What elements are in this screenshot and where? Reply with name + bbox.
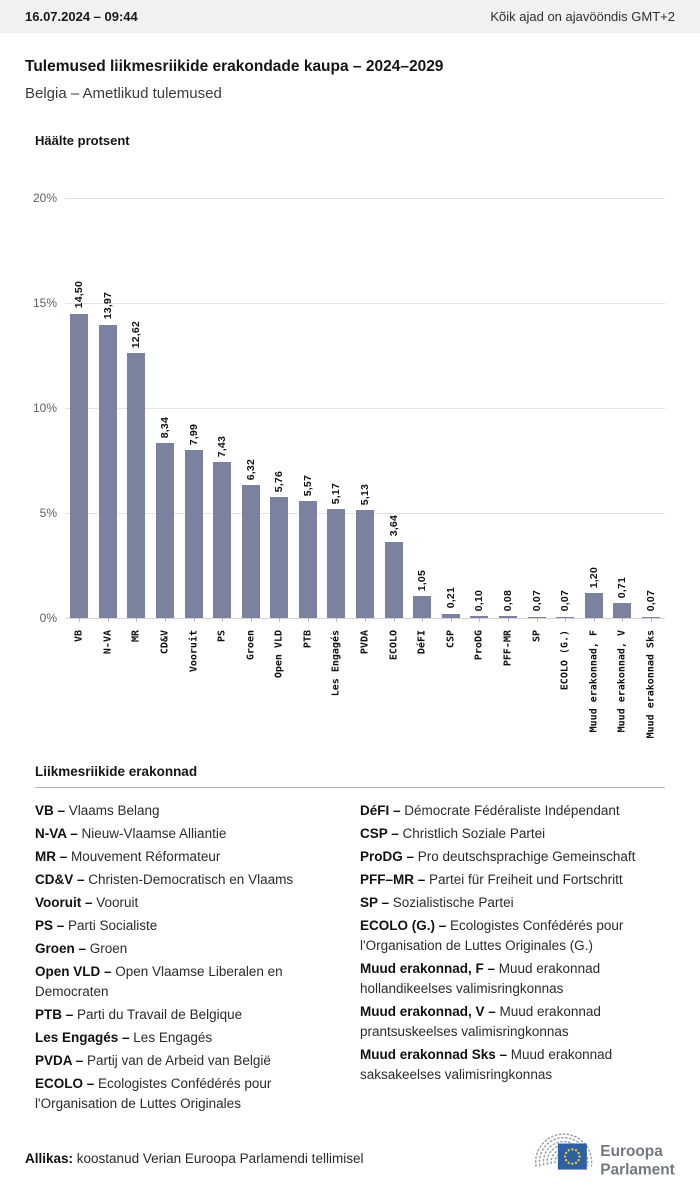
party-name: Open Vlaamse Liberalen en Democraten xyxy=(35,964,283,999)
bar-value-label: 0,21 xyxy=(444,587,457,609)
x-axis-tick xyxy=(136,618,137,622)
bar-value-label: 8,34 xyxy=(159,416,172,438)
party-name: Vooruit xyxy=(96,895,139,910)
chart-title: Häälte protsent xyxy=(35,133,130,148)
party-name: Christen-Democratisch en Vlaams xyxy=(88,872,294,887)
bar-column xyxy=(637,198,666,618)
party-abbr: PVDA – xyxy=(35,1053,88,1068)
bar xyxy=(585,593,603,618)
x-axis-category-label: PS xyxy=(216,630,228,643)
party-abbr: ECOLO – xyxy=(35,1076,99,1091)
x-axis-category-label: Groen xyxy=(245,630,257,661)
party-name: Muud erakonnad hollandikeelses valimisringkonnas xyxy=(360,961,601,996)
party-abbr: Open VLD – xyxy=(35,964,116,979)
party-name: Groen xyxy=(89,941,128,956)
bar-column xyxy=(608,198,637,618)
legend-item xyxy=(35,916,340,936)
bar-value-label: 7,99 xyxy=(187,423,200,446)
bar xyxy=(127,353,145,618)
x-axis-category-label: ECOLO (G.) xyxy=(559,630,571,691)
party-abbr: Groen – xyxy=(35,941,90,956)
x-label-column xyxy=(579,624,608,748)
party-abbr: SP – xyxy=(360,895,393,910)
party-name: Partei für Freiheit und Fortschritt xyxy=(429,872,623,887)
x-axis-tick xyxy=(479,618,480,622)
legend-item xyxy=(35,1005,340,1025)
party-abbr: MR – xyxy=(35,849,72,864)
x-axis-category-label: VB xyxy=(73,630,85,643)
x-label-column xyxy=(179,624,208,748)
x-axis-category-label: SP xyxy=(531,630,543,643)
legend-item xyxy=(35,1051,340,1071)
x-axis-tick xyxy=(222,618,223,622)
bar-column xyxy=(94,198,123,618)
y-axis-tick-label: 0% xyxy=(39,611,57,625)
bar xyxy=(70,314,88,619)
x-axis-category-label: MR xyxy=(130,630,142,643)
party-name: Ecologistes Confédérés pour l'Organisation de Luttes Originales (G.) xyxy=(360,918,624,953)
x-axis-category-label: ProDG xyxy=(473,630,485,661)
x-axis-tick xyxy=(394,618,395,622)
x-axis-tick xyxy=(165,618,166,622)
legend-item xyxy=(360,847,665,867)
source-text: koostanud Verian Euroopa Parlamendi tellimisel xyxy=(73,1150,364,1166)
x-label-column xyxy=(65,624,94,748)
bar-value-label: 1,05 xyxy=(416,569,429,591)
legend-columns xyxy=(35,801,665,1117)
legend-item xyxy=(360,959,665,999)
bar-value-label: 0,07 xyxy=(644,590,657,612)
bar-column xyxy=(437,198,466,618)
bar-value-label: 0,10 xyxy=(473,589,486,611)
x-axis-category-label: CSP xyxy=(445,630,457,649)
y-axis-tick-label: 20% xyxy=(32,191,57,205)
bar-column xyxy=(208,198,237,618)
bar-column xyxy=(322,198,351,618)
party-abbr: Muud erakonnad Sks – xyxy=(360,1047,511,1062)
legend-item xyxy=(360,916,665,956)
bar-column xyxy=(351,198,380,618)
party-name: Les Engagés xyxy=(133,1030,213,1045)
x-label-column xyxy=(608,624,637,748)
top-info-bar xyxy=(0,0,700,33)
x-axis-category-label: N-VA xyxy=(102,630,114,655)
bar-value-label: 5,57 xyxy=(301,474,314,497)
logo-text-line1: Euroopa xyxy=(600,1143,663,1161)
legend-item xyxy=(360,801,665,821)
y-axis-tick-label: 15% xyxy=(32,296,57,310)
legend-item xyxy=(35,801,340,821)
legend-item xyxy=(35,962,340,1002)
bar-column xyxy=(265,198,294,618)
bar-column xyxy=(408,198,437,618)
legend-column xyxy=(35,801,340,1117)
x-label-column xyxy=(208,624,237,748)
bar xyxy=(385,542,403,618)
x-axis-category-label: PFF-MR xyxy=(502,630,514,667)
bar xyxy=(613,603,631,618)
bar-column xyxy=(551,198,580,618)
x-axis-tick xyxy=(651,618,652,622)
party-name: Démocrate Fédéraliste Indépendant xyxy=(404,803,620,818)
x-axis-category-label: Vooruit xyxy=(188,630,200,673)
party-abbr: DéFI – xyxy=(360,803,405,818)
legend-item xyxy=(35,824,340,844)
x-axis-category-label: CD&V xyxy=(159,630,171,655)
bar-value-label: 1,20 xyxy=(587,566,600,588)
bar xyxy=(270,497,288,618)
x-axis-tick xyxy=(451,618,452,622)
eu-flag-icon xyxy=(558,1144,587,1170)
bar-column xyxy=(494,198,523,618)
party-name: Mouvement Réformateur xyxy=(71,849,221,864)
bar-column xyxy=(179,198,208,618)
bar xyxy=(99,325,117,618)
x-axis-category-label: Les Engagés xyxy=(330,630,342,697)
bar-value-label: 0,07 xyxy=(559,590,572,612)
footer xyxy=(25,1131,675,1185)
party-abbr: CD&V – xyxy=(35,872,89,887)
bar-value-label: 5,76 xyxy=(273,470,286,493)
x-label-column xyxy=(379,624,408,748)
party-abbr: Les Engagés – xyxy=(35,1030,134,1045)
bar xyxy=(213,462,231,618)
party-name: Partij van de Arbeid van België xyxy=(87,1053,271,1068)
x-axis-tick xyxy=(508,618,509,622)
party-legend-section xyxy=(35,764,665,1117)
bar-column xyxy=(236,198,265,618)
x-axis-tick xyxy=(108,618,109,622)
x-axis-tick xyxy=(279,618,280,622)
x-axis-tick xyxy=(194,618,195,622)
party-name: Christlich Soziale Partei xyxy=(402,826,546,841)
european-parliament-logo xyxy=(515,1131,675,1185)
party-name: Pro deutschsprachige Gemeinschaft xyxy=(417,849,636,864)
bar-value-label: 12,62 xyxy=(130,320,143,348)
legend-item xyxy=(35,1028,340,1048)
x-label-column xyxy=(351,624,380,748)
x-label-column xyxy=(294,624,323,748)
bar xyxy=(413,596,431,618)
bar-value-label: 7,43 xyxy=(216,435,229,457)
bar xyxy=(185,450,203,618)
bar-value-label: 0,07 xyxy=(530,590,543,612)
bar-columns xyxy=(65,198,665,618)
bar xyxy=(242,485,260,618)
x-axis-category-label: PVDA xyxy=(359,630,371,655)
x-axis-tick xyxy=(537,618,538,622)
party-abbr: ECOLO (G.) – xyxy=(360,918,451,933)
bar-column xyxy=(151,198,180,618)
page-subtitle: Belgia – Ametlikud tulemused xyxy=(25,85,222,102)
party-abbr: N-VA – xyxy=(35,826,82,841)
x-label-column xyxy=(465,624,494,748)
legend-item xyxy=(360,824,665,844)
bar-column xyxy=(465,198,494,618)
y-axis-tick-label: 10% xyxy=(32,401,57,415)
report-datetime: 16.07.2024 – 09:44 xyxy=(25,9,138,24)
x-label-column xyxy=(122,624,151,748)
x-label-column xyxy=(437,624,466,748)
legend-item xyxy=(360,893,665,913)
x-axis-tick xyxy=(422,618,423,622)
bar-value-label: 14,50 xyxy=(73,281,86,309)
x-label-column xyxy=(151,624,180,748)
bar-chart xyxy=(0,148,700,748)
bar xyxy=(299,501,317,618)
bar-value-label: 13,97 xyxy=(101,292,114,320)
bar-value-label: 5,13 xyxy=(359,484,372,506)
x-label-column xyxy=(522,624,551,748)
x-label-column xyxy=(408,624,437,748)
x-axis-tick xyxy=(622,618,623,622)
party-name: Parti Socialiste xyxy=(68,918,158,933)
bar xyxy=(356,510,374,618)
page-title: Tulemused liikmesriikide erakondade kaupa – 2024–2029 xyxy=(25,58,444,75)
party-abbr: Muud erakonnad, F – xyxy=(360,961,499,976)
party-abbr: CSP – xyxy=(360,826,403,841)
legend-item xyxy=(360,870,665,890)
party-name: Nieuw-Vlaamse Alliantie xyxy=(81,826,227,841)
bar-column xyxy=(579,198,608,618)
x-label-column xyxy=(494,624,523,748)
legend-item xyxy=(360,1045,665,1085)
party-name: Muud erakonnad prantsuskeelses valimisringkonnas xyxy=(360,1004,601,1039)
legend-item xyxy=(360,1002,665,1042)
x-label-column xyxy=(265,624,294,748)
bar-column xyxy=(294,198,323,618)
x-axis-tick xyxy=(79,618,80,622)
y-axis-tick-label: 5% xyxy=(39,506,57,520)
party-abbr: Vooruit – xyxy=(35,895,97,910)
x-axis-tick xyxy=(365,618,366,622)
legend-item xyxy=(35,1074,340,1114)
x-axis-tick xyxy=(565,618,566,622)
x-axis-category-label: ECOLO xyxy=(388,630,400,661)
legend-item xyxy=(35,939,340,959)
party-abbr: PFF–MR – xyxy=(360,872,430,887)
party-abbr: ProDG – xyxy=(360,849,418,864)
bar-column xyxy=(522,198,551,618)
plot-area xyxy=(32,191,665,625)
party-abbr: PS – xyxy=(35,918,69,933)
party-abbr: VB – xyxy=(35,803,69,818)
x-axis-tick xyxy=(308,618,309,622)
x-axis-category-label: PTB xyxy=(302,630,314,649)
x-axis-category-label: Open VLD xyxy=(273,630,285,679)
bar xyxy=(156,443,174,618)
party-name: Muud erakonnad saksakeelses valimisringkonnas xyxy=(360,1047,613,1082)
bar xyxy=(327,509,345,618)
legend-item xyxy=(35,847,340,867)
x-label-column xyxy=(322,624,351,748)
x-axis-category-label: Muud erakonnad, V xyxy=(616,630,628,733)
logo-text-line2: Parlament xyxy=(600,1161,675,1179)
party-abbr: Muud erakonnad, V – xyxy=(360,1004,500,1019)
source-label: Allikas: xyxy=(25,1150,74,1166)
party-abbr: PTB – xyxy=(35,1007,78,1022)
party-name: Ecologistes Confédérés pour l'Organisation de Luttes Originales xyxy=(35,1076,272,1111)
bar-value-label: 5,17 xyxy=(330,483,343,505)
timezone-note: Kõik ajad on ajavööndis GMT+2 xyxy=(490,9,675,24)
bar-value-label: 0,71 xyxy=(616,576,629,599)
x-axis-tick xyxy=(336,618,337,622)
legend-divider xyxy=(35,787,665,788)
x-axis-tick xyxy=(251,618,252,622)
party-name: Vlaams Belang xyxy=(68,803,160,818)
bar-value-label: 3,64 xyxy=(387,515,400,537)
bar-value-label: 6,32 xyxy=(244,459,257,481)
bar-column xyxy=(379,198,408,618)
legend-item xyxy=(35,870,340,890)
source-line xyxy=(25,1151,363,1166)
party-name: Parti du Travail de Belgique xyxy=(77,1007,243,1022)
x-label-column xyxy=(551,624,580,748)
legend-item xyxy=(35,893,340,913)
x-axis-category-label: Muud erakonnad, F xyxy=(588,630,600,733)
x-label-column xyxy=(236,624,265,748)
x-axis-labels xyxy=(65,624,665,748)
x-axis-category-label: DéFI xyxy=(416,630,428,655)
legend-column xyxy=(360,801,665,1117)
party-name: Sozialistische Partei xyxy=(392,895,514,910)
x-axis-tick xyxy=(594,618,595,622)
legend-heading: Liikmesriikide erakonnad xyxy=(35,764,198,779)
x-label-column xyxy=(94,624,123,748)
x-label-column xyxy=(637,624,666,748)
bar-column xyxy=(65,198,94,618)
x-axis-category-label: Muud erakonnad Sks xyxy=(645,630,657,739)
bar-value-label: 0,08 xyxy=(501,590,514,612)
bar-column xyxy=(122,198,151,618)
